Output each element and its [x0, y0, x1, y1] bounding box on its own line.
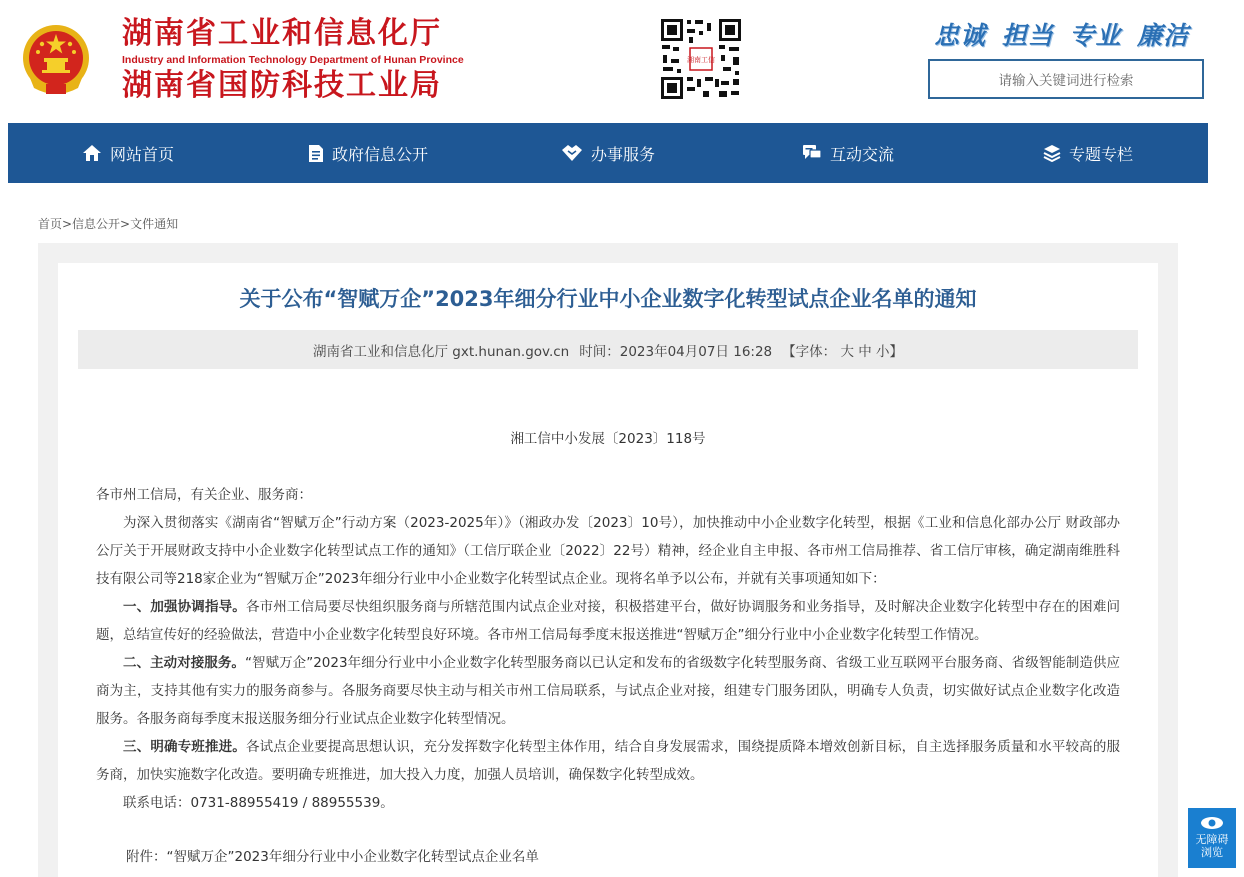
main-nav [8, 123, 1208, 183]
breadcrumb[interactable]: 首页>信息公开>文件通知 [38, 217, 179, 231]
article-source: 湖南省工业和信息化厅 gxt.hunan.gov.cn [312, 343, 570, 360]
chat-icon [802, 144, 822, 162]
nav-item-services[interactable] [488, 123, 728, 183]
home-icon [82, 144, 102, 162]
nav-item-home[interactable] [8, 123, 248, 183]
nav-item-topics[interactable] [968, 123, 1208, 183]
accessibility-label-line2: 浏览 [1201, 846, 1223, 859]
document-icon [308, 144, 324, 163]
search-input[interactable]: 请输入关键词进行检索 [928, 59, 1204, 99]
site-header [0, 0, 1244, 123]
section-2-heading: 二、主动对接服务。 [123, 655, 245, 671]
section-3-text: 各试点企业要提高思想认识，充分发挥数字化转型主体作用，结合自身发展需求，围绕提质降本增效创新目标，自主选择服务质量和水平较高的服务商，加快实施数字化改造。要明确专班推进，加大投入力度，加强人员培训，确保数字化转型成效。 [96, 739, 1120, 783]
font-size-switcher[interactable]: 【字体： 大 中 小】 [782, 343, 904, 360]
attachment-link[interactable]: 附件：“智赋万企”2023年细分行业中小企业数字化转型试点企业名单 [126, 849, 539, 865]
nav-item-label: 政府信息公开 [331, 144, 428, 164]
contact-info: 联系电话：0731-88955419 / 88955539。 [123, 795, 394, 811]
layers-icon [1043, 144, 1061, 162]
article-body [96, 481, 1120, 817]
qr-label: 湘南工信 [687, 56, 715, 64]
article-title: 关于公布“智赋万企”2023年细分行业中小企业数字化转型试点企业名单的通知 [239, 287, 977, 311]
intro-paragraph: 为深入贯彻落实《湖南省“智赋万企”行动方案（2023-2025年）》（湘政办发〔2023〕10号），加快推动中小企业数字化转型，根据《工业和信息化部办公厅 财政部办公厅关于开展财政支持中小企业数字化转型试点工作的通知》（工信厅联企业〔2022〕22号）精神，经企业自主申报、各市州工信局推荐、省工信厅审核，确定湖南维胜科技有限公司等218家企业为“智赋万企”2023年细分行业中小企业数字化转型试点企业。现将名单予以公布，并就有关事项通知如下： [96, 515, 1120, 587]
nav-item-label: 办事服务 [590, 144, 655, 164]
eye-icon [1200, 816, 1224, 830]
site-title-secondary: 湖南省国防科技工业局 [122, 68, 442, 103]
nav-item-interaction[interactable] [728, 123, 968, 183]
slogan: 忠诚 担当 专业 廉洁 [934, 21, 1190, 50]
accessibility-button[interactable] [1188, 808, 1236, 868]
qr-code-icon [659, 17, 743, 101]
nav-item-label: 互动交流 [829, 144, 894, 164]
site-title-block[interactable] [122, 16, 464, 104]
national-emblem-icon [20, 22, 92, 98]
section-2 [96, 649, 1120, 733]
section-1-text: 各市州工信局要尽快组织服务商与所辖范围内试点企业对接，积极搭建平台，做好协调服务和业务指导，及时解决企业数字化转型中存在的困难问题，总结宣传好的经验做法，营造中小企业数字化转型良好环境。各市州工信局每季度末报送推进“智赋万企”细分行业中小企业数字化转型工作情况。 [96, 599, 1120, 643]
salutation: 各市州工信局，有关企业、服务商： [96, 487, 312, 503]
nav-item-label: 网站首页 [109, 144, 174, 164]
section-2-text: “智赋万企”2023年细分行业中小企业数字化转型服务商以已认定和发布的省级数字化转型服务商、省级工业互联网平台服务商、省级智能制造供应商为主，支持其他有实力的服务商参与。各服务商要尽快主动与相关市州工信局联系，与试点企业对接，组建专门服务团队，明确专人负责，切实做好试点企业数字化改造服务。各服务商每季度末报送服务细分行业试点企业数字化转型情况。 [96, 655, 1121, 727]
nav-item-label: 专题专栏 [1068, 144, 1133, 164]
document-number: 湘工信中小发展〔2023〕118号 [510, 431, 706, 447]
accessibility-label-line1: 无障碍 [1195, 833, 1229, 846]
section-3 [96, 733, 1120, 789]
nav-item-gov-info[interactable] [248, 123, 488, 183]
article-meta-bar [78, 330, 1138, 369]
handshake-icon [561, 144, 583, 162]
section-1-heading: 一、加强协调指导。 [123, 599, 246, 615]
section-1 [96, 593, 1120, 649]
article-container [58, 263, 1158, 877]
section-3-heading: 三、明确专班推进。 [123, 739, 246, 755]
site-title-english: Industry and Information Technology Department of Hunan Province [122, 54, 464, 66]
article-time: 时间：2023年04月07日 16:28 [579, 343, 773, 360]
site-title-primary: 湖南省工业和信息化厅 [122, 16, 442, 51]
